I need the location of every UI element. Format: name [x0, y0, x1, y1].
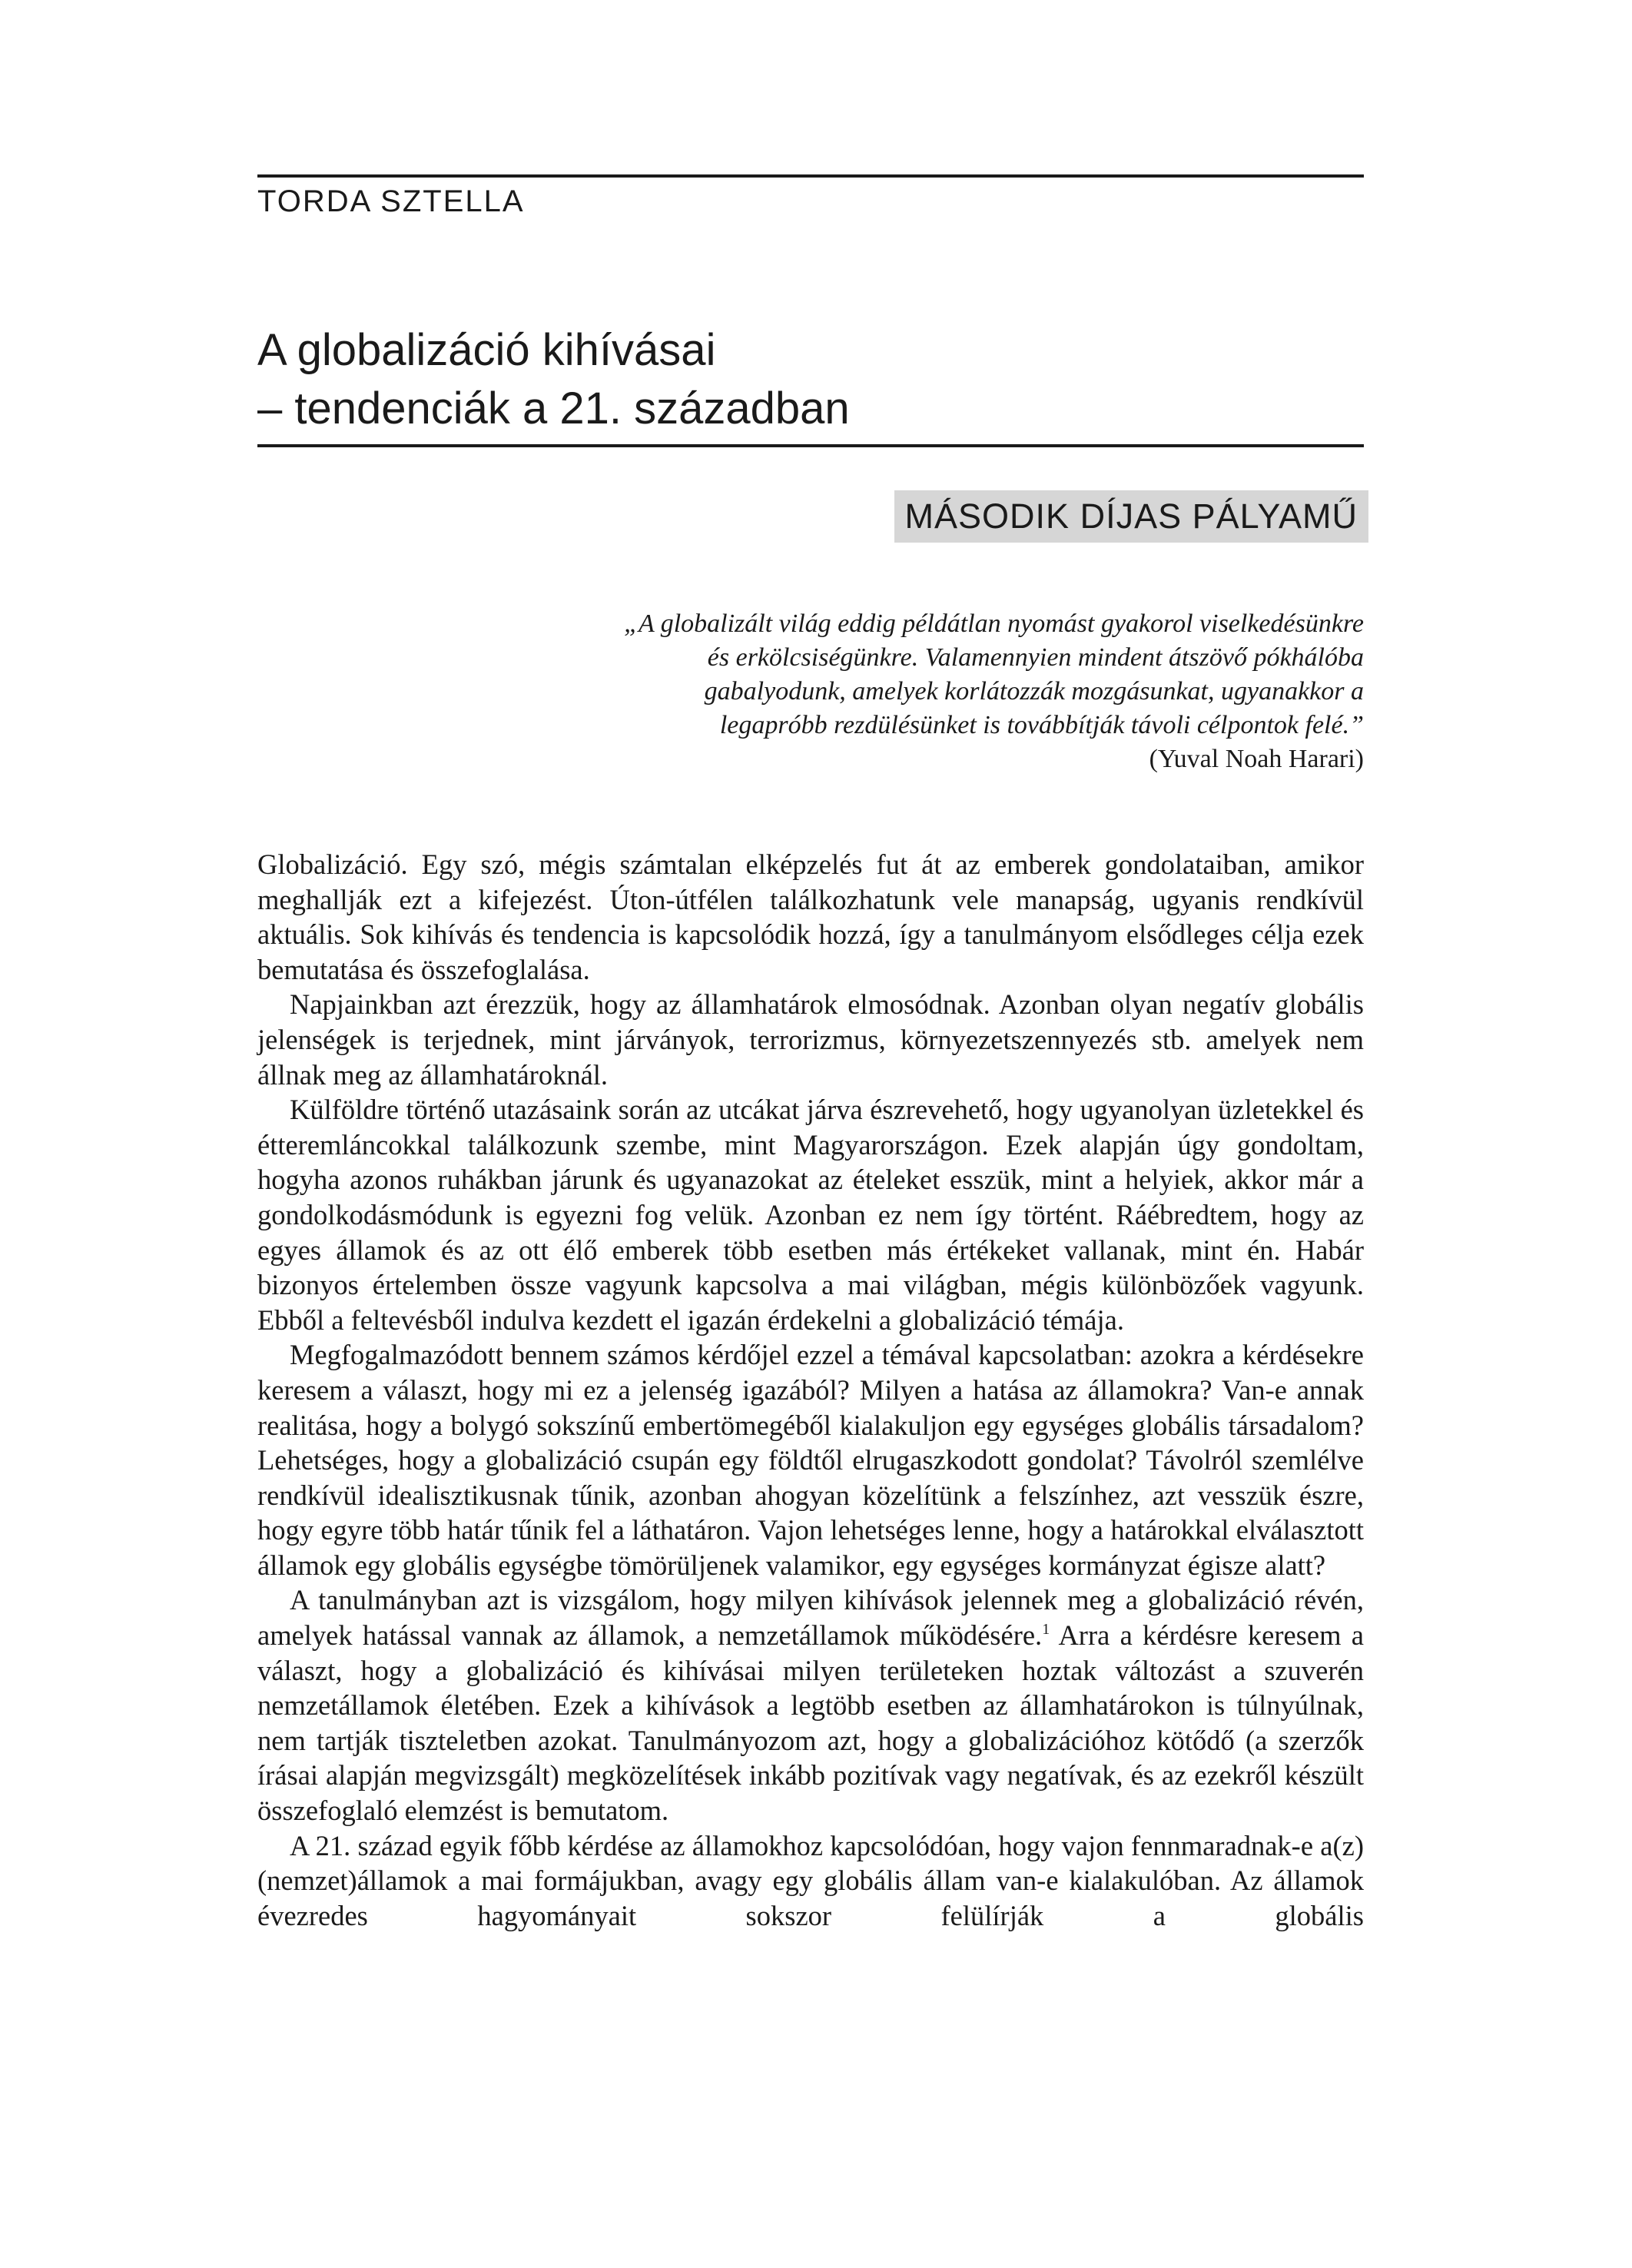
- epigraph-line: gabalyodunk, amelyek korlátozzák mozgásunkat, ugyanakkor a: [704, 677, 1364, 706]
- title-rule: [257, 444, 1364, 447]
- title-line-2: – tendenciák a 21. században: [257, 384, 850, 433]
- epigraph: [530, 607, 1364, 776]
- title-line-1: A globalizáció kihívásai: [257, 325, 716, 375]
- footnote-marker: 1: [1042, 1621, 1050, 1639]
- epigraph-line: és erkölcsiségünkre. Valamennyien mindent átszövő pókhálóba: [707, 643, 1364, 672]
- body-paragraph: Globalizáció. Egy szó, mégis számtalan elképzelés fut át az emberek gondolataiban, amikor meghallják ezt a kifejezést. Úton-útfélen találkozhatunk vele manapság, ugyanis rendkívül aktuális. Sok kihívás és tendencia is kapcsolódik hozzá, így a tanulmányom elsődleges célja ezek bemutatása és összefoglalása.: [257, 848, 1364, 985]
- body-text-run: Arra a kérdésre keresem a választ, hogy a globalizáció és kihívásai milyen területeken hoztak változást a szuverén nemzetállamok életében. Ezek a kihívások a legtöbb esetben az államhatárokon is túlnyúlnak, nem tartják tiszteletben azokat. Tanulmányozom azt, hogy a globalizációhoz kötődő (a szerzők írásai alapján megvizsgált) megközelítések inkább pozitívak vagy negatívak, és az ezekről készült összefoglaló elemzést is bemutatom.: [257, 1619, 1364, 1827]
- body-paragraph: Napjainkban azt érezzük, hogy az államhatárok elmosódnak. Azonban olyan negatív globális jelenségek is terjednek, mint járványok, terrorizmus, környezetszennyezés stb. amelyek nem állnak meg az államhatároknál.: [257, 988, 1364, 1091]
- body-paragraph: [257, 1582, 1364, 1828]
- epigraph-attribution: (Yuval Noah Harari): [1149, 745, 1364, 773]
- epigraph-line: „A globalizált világ eddig példátlan nyomást gyakorol viselkedésünkre: [624, 609, 1364, 638]
- body-text-run: A tanulmányban azt is vizsgálom, hogy milyen kihívások jelennek meg a globalizáció révén, amelyek hatással vannak az államok, a nemzetállamok működésére.: [257, 1584, 1364, 1652]
- epigraph-line: legapróbb rezdülésünket is továbbítják távoli célpontok felé.”: [719, 711, 1364, 739]
- body-paragraph: Megfogalmazódott bennem számos kérdőjel ezzel a témával kapcsolatban: azokra a kérdésekre keresem a választ, hogy mi ez a jelenség igazából? Milyen a hatása az államokra? Van-e annak realitása, hogy a bolygó sokszínű embertömegéből kialakuljon egy egységes globális társadalom? Lehetséges, hogy a globalizáció csupán egy földtől elrugaszkodott gondolat? Távolról szemlélve rendkívül idealisztikusnak tűnik, azonban ahogyan közelítünk a felszínhez, azt vesszük észre, hogy egyre több határ tűnik fel a láthatáron. Vajon lehetséges lenne, hogy a határokkal elválasztott államok egy globális egységbe tömörüljenek valamikor, egy egységes kormányzat égisze alatt?: [257, 1339, 1364, 1581]
- award-badge: MÁSODIK DÍJAS PÁLYAMŰ: [894, 490, 1368, 543]
- header-rule: [257, 174, 1364, 178]
- article-title: [257, 321, 1364, 438]
- body-paragraph: A 21. század egyik főbb kérdése az államokhoz kapcsolódóan, hogy vajon fennmaradnak-e a(z) (nemzet)államok a mai formájukban, avagy egy globális állam van-e kialakulóban. Az államok évezredes hagyományait sokszor felülírják a globális: [257, 1829, 1364, 1931]
- article-body: [257, 847, 1364, 1933]
- author-name: TORDA SZTELLA: [257, 184, 525, 218]
- body-paragraph: Külföldre történő utazásaink során az utcákat járva észrevehető, hogy ugyanolyan üzletekkel és étteremláncokkal találkozunk szembe, mint Magyarországon. Ezek alapján úgy gondoltam, hogyha azonos ruhákban járunk és ugyanazokat az ételeket esszük, mint a helyiek, akkor már a gondolkodásmódunk is egyezni fog velük. Azonban ez nem így történt. Ráébredtem, hogy az egyes államok és az ott élő emberek több esetben más értékeket vallanak, mint én. Habár bizonyos értelemben össze vagyunk kapcsolva a mai világban, mégis különbözőek vagyunk. Ebből a feltevésből indulva kezdett el igazán érdekelni a globalizáció témája.: [257, 1094, 1364, 1336]
